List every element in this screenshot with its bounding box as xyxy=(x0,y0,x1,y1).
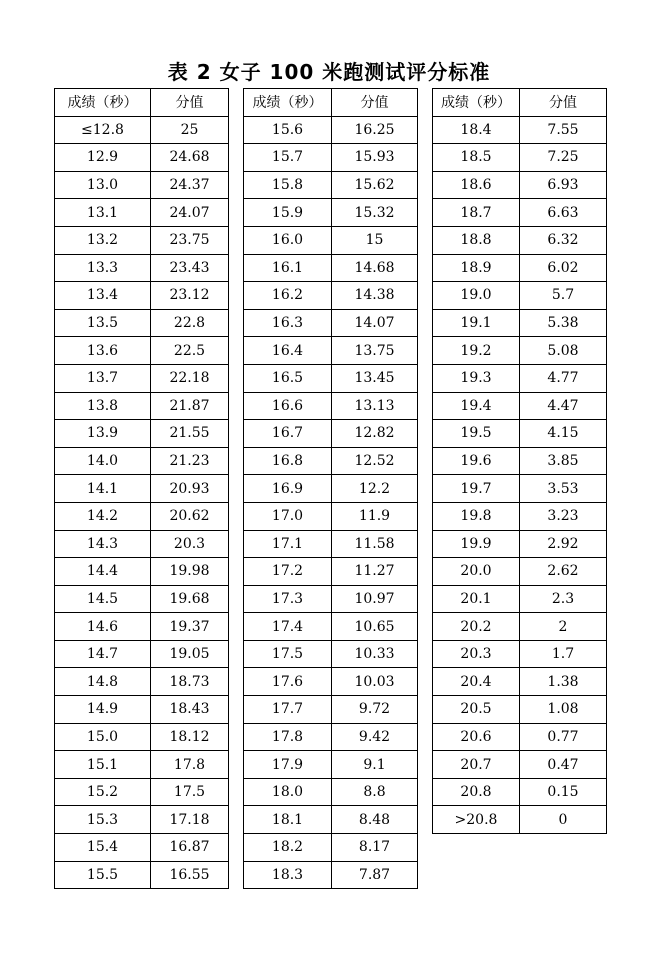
time-cell: 17.2 xyxy=(244,558,332,586)
time-cell: 14.8 xyxy=(55,668,151,696)
time-cell: 15.7 xyxy=(244,144,332,172)
header-time: 成绩（秒） xyxy=(55,89,151,117)
table-row xyxy=(244,751,418,779)
score-cell: 10.97 xyxy=(332,585,418,613)
score-cell: 18.12 xyxy=(151,723,229,751)
time-cell: 18.1 xyxy=(244,806,332,834)
score-cell: 10.33 xyxy=(332,640,418,668)
score-table-2 xyxy=(243,88,418,889)
table-row xyxy=(55,475,229,503)
table-row xyxy=(244,475,418,503)
time-cell: 20.4 xyxy=(433,668,520,696)
score-cell: 2.62 xyxy=(520,558,607,586)
score-cell: 5.7 xyxy=(520,282,607,310)
time-cell: 18.0 xyxy=(244,778,332,806)
score-cell: 17.8 xyxy=(151,751,229,779)
time-cell: 20.2 xyxy=(433,613,520,641)
table-row xyxy=(55,558,229,586)
table-row xyxy=(244,226,418,254)
table-row xyxy=(244,834,418,862)
table-row xyxy=(433,337,607,365)
time-cell: 13.1 xyxy=(55,199,151,227)
time-cell: 13.2 xyxy=(55,226,151,254)
table-row xyxy=(433,282,607,310)
score-cell: 8.48 xyxy=(332,806,418,834)
table-row xyxy=(433,585,607,613)
time-cell: 13.5 xyxy=(55,309,151,337)
time-cell: 17.5 xyxy=(244,640,332,668)
score-cell: 15 xyxy=(332,226,418,254)
score-cell: 0.15 xyxy=(520,778,607,806)
time-cell: 15.1 xyxy=(55,751,151,779)
time-cell: >20.8 xyxy=(433,806,520,834)
table-row xyxy=(55,392,229,420)
time-cell: 19.6 xyxy=(433,447,520,475)
table-row xyxy=(244,171,418,199)
table-row xyxy=(55,806,229,834)
time-cell: 18.3 xyxy=(244,861,332,889)
time-cell: 16.3 xyxy=(244,309,332,337)
score-cell: 16.87 xyxy=(151,834,229,862)
score-cell: 9.42 xyxy=(332,723,418,751)
table-row xyxy=(433,806,607,834)
time-cell: 16.9 xyxy=(244,475,332,503)
time-cell: 14.3 xyxy=(55,530,151,558)
score-cell: 21.87 xyxy=(151,392,229,420)
score-cell: 5.38 xyxy=(520,309,607,337)
table-row xyxy=(433,254,607,282)
table-row xyxy=(433,171,607,199)
table-row xyxy=(433,420,607,448)
time-cell: 16.2 xyxy=(244,282,332,310)
time-cell: 17.8 xyxy=(244,723,332,751)
table-row xyxy=(244,723,418,751)
table-row xyxy=(433,364,607,392)
time-cell: 17.7 xyxy=(244,696,332,724)
score-cell: 3.85 xyxy=(520,447,607,475)
score-cell: 1.38 xyxy=(520,668,607,696)
score-cell: 23.75 xyxy=(151,226,229,254)
table-row xyxy=(433,668,607,696)
table-row xyxy=(244,309,418,337)
score-cell: 4.15 xyxy=(520,420,607,448)
table-row xyxy=(244,530,418,558)
table-row xyxy=(55,364,229,392)
table-row xyxy=(55,199,229,227)
score-cell: 6.32 xyxy=(520,226,607,254)
score-cell: 24.68 xyxy=(151,144,229,172)
time-cell: 15.2 xyxy=(55,778,151,806)
score-cell: 22.5 xyxy=(151,337,229,365)
table-row xyxy=(244,806,418,834)
score-cell: 12.82 xyxy=(332,420,418,448)
score-cell: 13.13 xyxy=(332,392,418,420)
score-cell: 6.63 xyxy=(520,199,607,227)
score-cell: 4.77 xyxy=(520,364,607,392)
table-row xyxy=(55,420,229,448)
table-row xyxy=(55,282,229,310)
score-cell: 16.55 xyxy=(151,861,229,889)
score-cell: 19.68 xyxy=(151,585,229,613)
time-cell: 16.8 xyxy=(244,447,332,475)
score-cell: 22.8 xyxy=(151,309,229,337)
time-cell: 20.8 xyxy=(433,778,520,806)
header-row xyxy=(433,89,607,117)
table-row xyxy=(433,309,607,337)
score-cell: 24.37 xyxy=(151,171,229,199)
score-cell: 9.72 xyxy=(332,696,418,724)
time-cell: 18.6 xyxy=(433,171,520,199)
score-cell: 25 xyxy=(151,116,229,144)
time-cell: 17.4 xyxy=(244,613,332,641)
table-row xyxy=(433,502,607,530)
score-cell: 18.73 xyxy=(151,668,229,696)
score-cell: 4.47 xyxy=(520,392,607,420)
time-cell: 18.8 xyxy=(433,226,520,254)
time-cell: 13.9 xyxy=(55,420,151,448)
score-cell: 20.62 xyxy=(151,502,229,530)
score-cell: 8.8 xyxy=(332,778,418,806)
score-cell: 1.7 xyxy=(520,640,607,668)
score-cell: 7.87 xyxy=(332,861,418,889)
time-cell: 20.5 xyxy=(433,696,520,724)
table-row xyxy=(244,144,418,172)
header-row xyxy=(55,89,229,117)
table-row xyxy=(244,337,418,365)
score-cell: 7.55 xyxy=(520,116,607,144)
time-cell: 14.4 xyxy=(55,558,151,586)
time-cell: 16.0 xyxy=(244,226,332,254)
table-row xyxy=(433,778,607,806)
score-table-1 xyxy=(54,88,229,889)
time-cell: 14.1 xyxy=(55,475,151,503)
time-cell: 19.1 xyxy=(433,309,520,337)
score-cell: 23.12 xyxy=(151,282,229,310)
score-cell: 6.02 xyxy=(520,254,607,282)
table-row xyxy=(244,585,418,613)
table-row xyxy=(244,420,418,448)
score-cell: 5.08 xyxy=(520,337,607,365)
score-cell: 9.1 xyxy=(332,751,418,779)
score-cell: 22.18 xyxy=(151,364,229,392)
score-cell: 14.07 xyxy=(332,309,418,337)
page-title: 表 2 女子 100 米跑测试评分标准 xyxy=(167,60,491,84)
table-row xyxy=(55,723,229,751)
score-cell: 15.62 xyxy=(332,171,418,199)
table-row xyxy=(55,171,229,199)
score-cell: 10.03 xyxy=(332,668,418,696)
time-cell: 13.0 xyxy=(55,171,151,199)
table-row xyxy=(55,640,229,668)
score-cell: 3.53 xyxy=(520,475,607,503)
score-cell: 23.43 xyxy=(151,254,229,282)
time-cell: 15.3 xyxy=(55,806,151,834)
time-cell: 15.9 xyxy=(244,199,332,227)
time-cell: 12.9 xyxy=(55,144,151,172)
table-row xyxy=(244,254,418,282)
table-row xyxy=(55,585,229,613)
time-cell: 15.8 xyxy=(244,171,332,199)
time-cell: 18.9 xyxy=(433,254,520,282)
score-cell: 6.93 xyxy=(520,171,607,199)
score-cell: 19.37 xyxy=(151,613,229,641)
table-row xyxy=(244,392,418,420)
table-row xyxy=(244,778,418,806)
score-cell: 21.55 xyxy=(151,420,229,448)
table-row xyxy=(433,696,607,724)
score-cell: 12.2 xyxy=(332,475,418,503)
table-row xyxy=(55,447,229,475)
time-cell: 19.5 xyxy=(433,420,520,448)
time-cell: 20.7 xyxy=(433,751,520,779)
table-row xyxy=(244,502,418,530)
score-cell: 0.47 xyxy=(520,751,607,779)
time-cell: 19.2 xyxy=(433,337,520,365)
time-cell: 20.1 xyxy=(433,585,520,613)
time-cell: 14.7 xyxy=(55,640,151,668)
table-row xyxy=(433,392,607,420)
table-row xyxy=(244,116,418,144)
header-score: 分值 xyxy=(520,89,607,117)
score-cell: 10.65 xyxy=(332,613,418,641)
time-cell: 18.5 xyxy=(433,144,520,172)
table-row xyxy=(55,613,229,641)
table-row xyxy=(433,640,607,668)
time-cell: ≤12.8 xyxy=(55,116,151,144)
time-cell: 15.5 xyxy=(55,861,151,889)
score-cell: 7.25 xyxy=(520,144,607,172)
time-cell: 16.1 xyxy=(244,254,332,282)
header-time: 成绩（秒） xyxy=(433,89,520,117)
table-row xyxy=(55,751,229,779)
score-cell: 1.08 xyxy=(520,696,607,724)
table-row xyxy=(244,282,418,310)
score-cell: 14.38 xyxy=(332,282,418,310)
time-cell: 15.0 xyxy=(55,723,151,751)
score-cell: 2 xyxy=(520,613,607,641)
score-cell: 21.23 xyxy=(151,447,229,475)
score-cell: 13.75 xyxy=(332,337,418,365)
table-row xyxy=(55,337,229,365)
time-cell: 13.3 xyxy=(55,254,151,282)
time-cell: 14.9 xyxy=(55,696,151,724)
time-cell: 14.0 xyxy=(55,447,151,475)
score-cell: 24.07 xyxy=(151,199,229,227)
table-row xyxy=(433,530,607,558)
table-row xyxy=(244,447,418,475)
table-row xyxy=(433,226,607,254)
table-row xyxy=(55,861,229,889)
time-cell: 17.1 xyxy=(244,530,332,558)
table-row xyxy=(244,199,418,227)
table-row xyxy=(244,640,418,668)
score-cell: 14.68 xyxy=(332,254,418,282)
score-cell: 18.43 xyxy=(151,696,229,724)
time-cell: 20.6 xyxy=(433,723,520,751)
time-cell: 19.4 xyxy=(433,392,520,420)
score-cell: 20.3 xyxy=(151,530,229,558)
score-table-3 xyxy=(432,88,607,834)
score-cell: 2.92 xyxy=(520,530,607,558)
header-score: 分值 xyxy=(151,89,229,117)
time-cell: 14.6 xyxy=(55,613,151,641)
time-cell: 13.4 xyxy=(55,282,151,310)
table-row xyxy=(244,364,418,392)
time-cell: 19.8 xyxy=(433,502,520,530)
time-cell: 19.0 xyxy=(433,282,520,310)
time-cell: 16.7 xyxy=(244,420,332,448)
table-row xyxy=(433,199,607,227)
time-cell: 18.7 xyxy=(433,199,520,227)
time-cell: 20.3 xyxy=(433,640,520,668)
header-time: 成绩（秒） xyxy=(244,89,332,117)
table-row xyxy=(244,668,418,696)
score-cell: 11.27 xyxy=(332,558,418,586)
time-cell: 14.2 xyxy=(55,502,151,530)
table-row xyxy=(433,751,607,779)
score-cell: 0 xyxy=(520,806,607,834)
table-row xyxy=(433,116,607,144)
time-cell: 13.7 xyxy=(55,364,151,392)
score-cell: 17.18 xyxy=(151,806,229,834)
score-cell: 16.25 xyxy=(332,116,418,144)
time-cell: 13.6 xyxy=(55,337,151,365)
table-row xyxy=(244,696,418,724)
table-row xyxy=(55,254,229,282)
header-score: 分值 xyxy=(332,89,418,117)
time-cell: 17.0 xyxy=(244,502,332,530)
time-cell: 17.6 xyxy=(244,668,332,696)
score-cell: 3.23 xyxy=(520,502,607,530)
score-cell: 11.58 xyxy=(332,530,418,558)
table-row xyxy=(55,668,229,696)
table-row xyxy=(55,116,229,144)
time-cell: 16.5 xyxy=(244,364,332,392)
time-cell: 13.8 xyxy=(55,392,151,420)
time-cell: 20.0 xyxy=(433,558,520,586)
score-cell: 2.3 xyxy=(520,585,607,613)
time-cell: 14.5 xyxy=(55,585,151,613)
table-row xyxy=(55,778,229,806)
table-row xyxy=(55,530,229,558)
score-cell: 17.5 xyxy=(151,778,229,806)
time-cell: 17.9 xyxy=(244,751,332,779)
time-cell: 19.7 xyxy=(433,475,520,503)
table-row xyxy=(55,144,229,172)
score-cell: 8.17 xyxy=(332,834,418,862)
header-row xyxy=(244,89,418,117)
time-cell: 15.4 xyxy=(55,834,151,862)
score-cell: 19.05 xyxy=(151,640,229,668)
score-cell: 15.32 xyxy=(332,199,418,227)
time-cell: 15.6 xyxy=(244,116,332,144)
score-cell: 15.93 xyxy=(332,144,418,172)
score-cell: 20.93 xyxy=(151,475,229,503)
time-cell: 17.3 xyxy=(244,585,332,613)
time-cell: 16.4 xyxy=(244,337,332,365)
table-row xyxy=(433,613,607,641)
table-row xyxy=(244,613,418,641)
score-cell: 11.9 xyxy=(332,502,418,530)
table-row xyxy=(433,723,607,751)
table-row xyxy=(433,447,607,475)
table-row xyxy=(433,144,607,172)
table-row xyxy=(55,226,229,254)
score-cell: 13.45 xyxy=(332,364,418,392)
score-cell: 0.77 xyxy=(520,723,607,751)
time-cell: 16.6 xyxy=(244,392,332,420)
table-row xyxy=(55,696,229,724)
time-cell: 18.4 xyxy=(433,116,520,144)
table-row xyxy=(433,558,607,586)
table-row xyxy=(433,475,607,503)
score-cell: 19.98 xyxy=(151,558,229,586)
table-row xyxy=(55,834,229,862)
score-cell: 12.52 xyxy=(332,447,418,475)
time-cell: 19.3 xyxy=(433,364,520,392)
table-row xyxy=(55,502,229,530)
time-cell: 19.9 xyxy=(433,530,520,558)
time-cell: 18.2 xyxy=(244,834,332,862)
table-row xyxy=(244,558,418,586)
table-row xyxy=(244,861,418,889)
table-row xyxy=(55,309,229,337)
